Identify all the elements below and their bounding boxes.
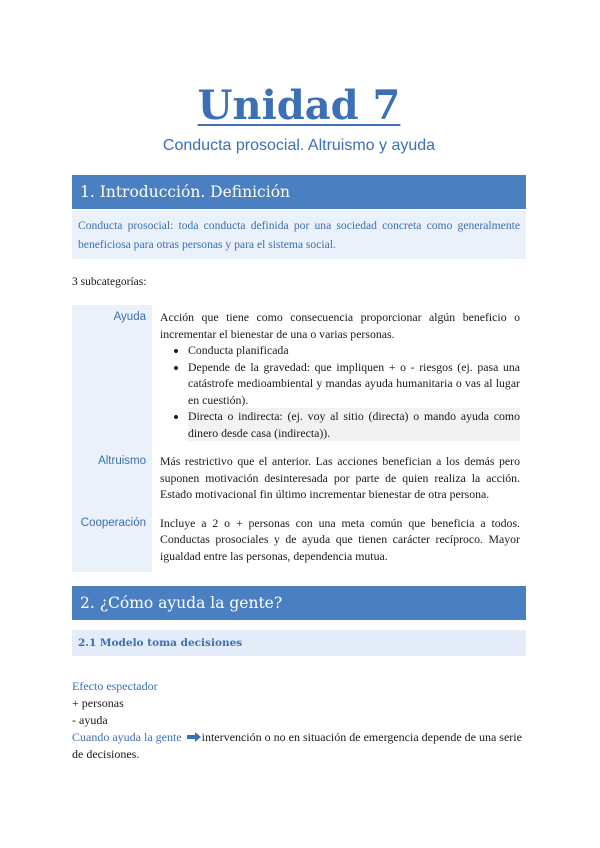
note-line-more: + personas [72,696,124,710]
list-item: • Conducta planificada [188,342,520,359]
list-item: • Directa o indirecta: (ej. voy al sitio (directa) o mando ayuda como dinero desde casa (indirecta)). [188,408,520,441]
arrow-right-icon [187,732,201,742]
page-title: Unidad 7 [197,82,401,129]
section-heading-1: 1. Introducción. Definición [72,175,526,209]
when-text: intervención o no en situación de emergencia depende de una serie de decisiones. [72,730,522,761]
category-label: Altruismo [72,449,152,511]
page-subtitle: Conducta prosocial. Altruismo y ayuda [162,137,436,154]
category-description: Incluye a 2 o + personas con una meta común que beneficia a todos. Conductas prosociales y de ayuda que tienen carácter recíproco. Mayor igualdad entre las personas, dependencia mutua. [160,515,520,563]
categories-table [72,305,526,572]
list-item: • Depende de la gravedad: que impliquen + o - riesgos (ej. pasa una catástrofe medioambiental y mandas ayuda humanitaria o vas al lugar en cuestión). [188,359,520,409]
category-label: Ayuda [72,305,152,449]
section-heading-2: 2. ¿Cómo ayuda la gente? [72,586,526,620]
subsection-heading: 2.1 Modelo toma decisiones [72,630,526,656]
effect-label: Efecto espectador [72,679,158,693]
category-text: Acción que tiene como consecuencia proporcionar algún beneficio o incrementar el bienestar de una o varias personas. [160,310,520,341]
bullet-list [160,342,520,441]
category-description [152,305,526,449]
table-row [72,305,526,449]
category-label: Cooperación [72,511,152,573]
when-label: Cuando ayuda la gente [72,730,182,744]
notes-block [72,678,526,763]
definition-box: Conducta prosocial: toda conducta definida por una sociedad concreta como generalmente beneficiosa para otras personas y para el sistema social. [72,211,526,259]
table-row [72,511,526,573]
category-description: Más restrictivo que el anterior. Las acciones benefician a los demás pero suponen motivación desinteresada por parte de quien realiza la acción. Estado motivacional fin último incrementar bienestar de otra persona. [160,454,520,501]
table-row [72,449,526,511]
note-when [72,729,526,763]
subcategories-label: 3 subcategorías: [72,276,147,288]
document-page [72,0,526,763]
note-line-less: - ayuda [72,713,108,727]
